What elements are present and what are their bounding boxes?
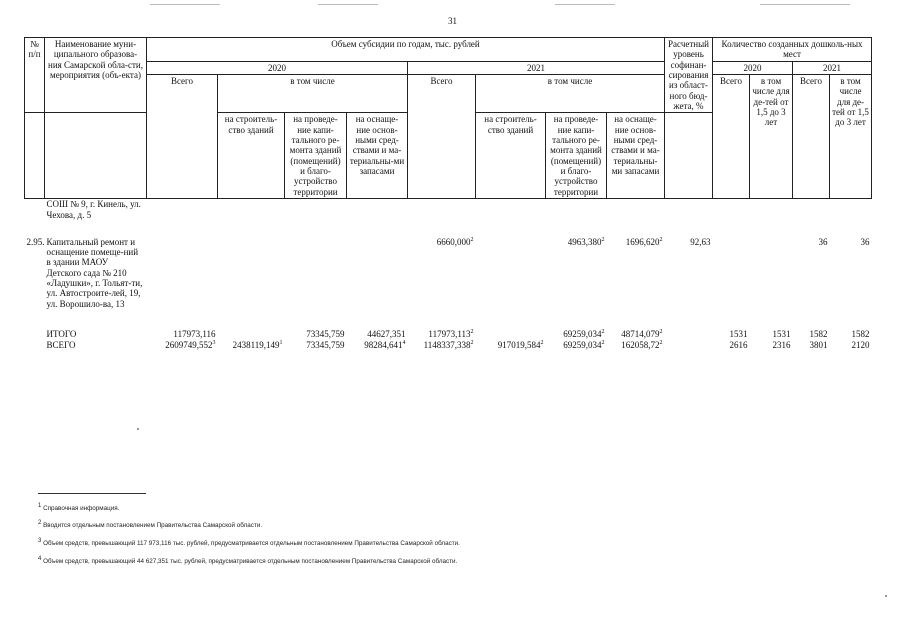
header-subsidy-2020: 2020 xyxy=(147,61,408,74)
header-name: Наименование муни-ципального образова-ния Самарской обла-сти, мероприятия (объ-екта) xyxy=(45,38,147,113)
cell-construction-2021 xyxy=(476,329,546,340)
cell-children-2020: 1531 xyxy=(772,328,791,339)
header-total-2020: Всего xyxy=(147,75,218,199)
cell-construction-2021: 917019,584$^2$ xyxy=(497,339,544,350)
table-row xyxy=(25,199,872,229)
cell-children-2020 xyxy=(750,229,793,329)
cell-places-2021: 36 xyxy=(818,236,828,247)
cell-cofinancing xyxy=(665,329,713,340)
cell-children-2020: 2316 xyxy=(772,339,791,350)
header-number: № п/п xyxy=(25,38,45,113)
row-name: ИТОГО xyxy=(46,328,77,339)
cell-total-2021: 117973,113$^2$ xyxy=(428,328,474,339)
header-cofinancing-level: Расчетный уровень софинан-сирования из област-ного бюд-жета, % xyxy=(665,38,713,113)
cell-total-2021: 1148337,338$^2$ xyxy=(423,339,474,350)
cell-renovation-2020: 73345,759 xyxy=(306,339,345,350)
table-row xyxy=(25,329,872,340)
header-places-2021: 2021 xyxy=(793,61,872,74)
header-places-group: Количество созданных дошколь-ных мест xyxy=(713,38,872,62)
cell-renovation-2020: 73345,759 xyxy=(306,328,345,339)
header-spacer-name xyxy=(45,113,147,199)
table-row xyxy=(25,340,872,351)
top-rule xyxy=(760,4,850,5)
cell-equipment-2020: 98284,641$^4$ xyxy=(364,339,406,350)
header-places-children-2021: в том числе для де-тей от 1,5 до 3 лет xyxy=(830,75,872,199)
row-number xyxy=(25,329,45,340)
row-number: 2.95. xyxy=(26,236,45,247)
cell-renovation-2021: 69259,034$^2$ xyxy=(563,339,605,350)
cell-renovation-2021: 4963,380$^2$ xyxy=(567,236,605,247)
header-spacer-cofin xyxy=(665,113,713,199)
cell-equipment-2020: 44627,351 xyxy=(367,328,406,339)
footnote-separator xyxy=(38,493,146,494)
table-row xyxy=(25,229,872,329)
cell-children-2021: 1582 xyxy=(851,328,870,339)
footnote: $^1$ Справочная информация. xyxy=(38,502,120,512)
cell-construction-2020 xyxy=(218,329,285,340)
page-number: 31 xyxy=(448,16,457,26)
scan-speck xyxy=(137,428,139,430)
row-name: СОШ № 9, г. Кинель, ул. Чехова, д. 5 xyxy=(46,199,141,220)
cell-total-2020: 2609749,552$^3$ xyxy=(165,339,216,350)
header-including-2020: в том числе xyxy=(218,75,408,113)
header-places-total-2021: Всего xyxy=(793,75,830,199)
cell-construction-2020 xyxy=(218,229,285,329)
cell-equipment-2021: 162058,72$^2$ xyxy=(621,339,663,350)
cell-equipment-2021: 48714,079$^2$ xyxy=(621,328,663,339)
header-renovation-2020: на проведе-ние капи-тального ре-монта зданий (помещений) и благо-устройство территории xyxy=(285,113,347,199)
header-renovation-2021: на проведе-ние капи-тального ре-монта зданий (помещений) и благо-устройство территории xyxy=(546,113,607,199)
cell-places-2021: 1582 xyxy=(809,328,828,339)
header-including-2021: в том числе xyxy=(476,75,665,113)
cell-total-2020 xyxy=(147,229,218,329)
scan-speck xyxy=(885,595,887,597)
footnote: $^4$ Объем средств, превышающий 44 627,351 тыс. рублей, предусматривается отдельным постановлением Правительства Самарской области. xyxy=(38,555,458,565)
cell-construction-2020: 2438119,149$^1$ xyxy=(232,339,283,350)
row-number xyxy=(25,199,45,229)
top-rule xyxy=(318,4,378,5)
header-subsidy-group: Объем субсидии по годам, тыс. рублей xyxy=(147,38,665,62)
header-places-total-2020: Всего xyxy=(713,75,750,199)
row-number xyxy=(25,340,45,351)
row-name: Капитальный ремонт и оснащение помеще-ний в здании МАОУ Детского сада № 210 «Ладушки», г. Тольят-ти, ул. Автостроите-лей, 19, ул. Ворошило-ва, 13 xyxy=(46,236,143,309)
cell-equipment-2021: 1696,620$^2$ xyxy=(625,236,663,247)
cell-cofinancing: 92,63 xyxy=(690,236,711,247)
cell-equipment-2020 xyxy=(347,229,408,329)
top-rule xyxy=(555,4,615,5)
header-equipment-2020: на оснаще-ние основ-ными сред-ствами и ма-териальны-ми запасами xyxy=(347,113,408,199)
cell-total-2021: 6660,000$^2$ xyxy=(436,236,474,247)
header-construction-2021: на строитель-ство зданий xyxy=(476,113,546,199)
cell-children-2021: 36 xyxy=(860,236,870,247)
footnote: $^3$ Объем средств, превышающий 117 973,116 тыс. рублей, предусматривается отдельным постановлением Правительства Самарской области. xyxy=(38,537,460,547)
cell-renovation-2021: 69259,034$^2$ xyxy=(563,328,605,339)
header-construction-2020: на строитель-ство зданий xyxy=(218,113,285,199)
header-places-children-2020: в том числе для де-тей от 1,5 до 3 лет xyxy=(750,75,793,199)
cell-places-2020 xyxy=(713,229,750,329)
header-equipment-2021: на оснаще-ние основ-ными сред-ствами и ма-териальны-ми запасами xyxy=(607,113,665,199)
header-total-2021: Всего xyxy=(408,75,476,199)
cell-construction-2021 xyxy=(476,229,546,329)
cell-places-2021: 3801 xyxy=(809,339,828,350)
header-places-2020: 2020 xyxy=(713,61,793,74)
subsidy-table xyxy=(24,37,872,351)
row-name: ВСЕГО xyxy=(46,339,76,350)
cell-renovation-2020 xyxy=(285,229,347,329)
cell-places-2020: 1531 xyxy=(729,328,748,339)
cell-total-2020: 117973,116 xyxy=(173,328,216,339)
row-empty xyxy=(147,199,872,229)
footnote: $^2$ Вводится отдельным постановлением Правительства Самарской области. xyxy=(38,519,263,529)
cell-places-2020: 2616 xyxy=(729,339,748,350)
header-spacer-no xyxy=(25,113,45,199)
cell-children-2021: 2120 xyxy=(851,339,870,350)
top-rule xyxy=(150,4,220,5)
cell-cofinancing xyxy=(665,340,713,351)
header-subsidy-2021: 2021 xyxy=(408,61,665,74)
